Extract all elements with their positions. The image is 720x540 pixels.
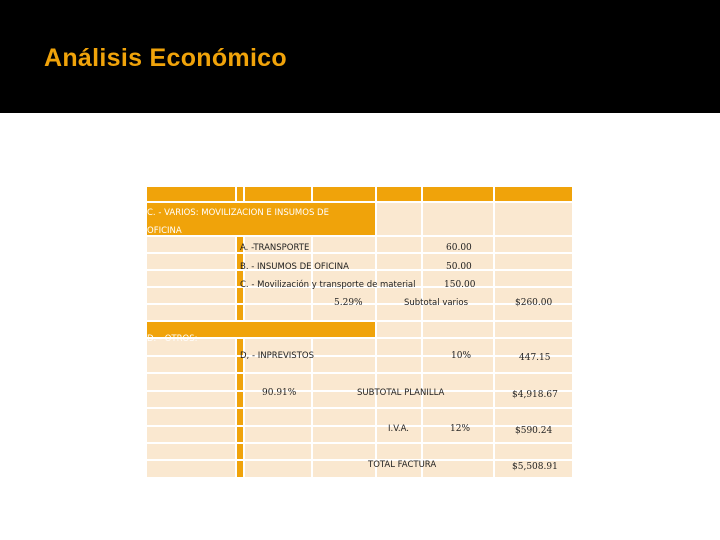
transporte-label: A. -TRANSPORTE bbox=[240, 243, 310, 253]
table-cell bbox=[377, 237, 421, 252]
table-cell bbox=[147, 254, 235, 269]
table-cell bbox=[495, 254, 572, 269]
table-cell bbox=[147, 427, 235, 442]
table-cell bbox=[147, 288, 235, 303]
table-cell bbox=[237, 427, 243, 442]
header-cell bbox=[495, 187, 572, 201]
table-cell bbox=[237, 409, 243, 425]
table-cell bbox=[423, 322, 493, 337]
table-cell bbox=[237, 392, 243, 407]
table-cell bbox=[245, 461, 311, 477]
table-cell bbox=[377, 339, 421, 355]
table-cell bbox=[495, 203, 572, 235]
table-cell bbox=[313, 427, 375, 442]
varios-percent: 5.29% bbox=[334, 298, 363, 308]
slide-header bbox=[0, 0, 720, 113]
header-cell bbox=[245, 187, 311, 201]
table-cell bbox=[495, 237, 572, 252]
table-cell bbox=[147, 271, 235, 286]
table-cell bbox=[495, 374, 572, 390]
table-cell bbox=[313, 409, 375, 425]
table-cell bbox=[245, 427, 311, 442]
total-factura-label: TOTAL FACTURA bbox=[368, 460, 437, 470]
table-cell bbox=[147, 357, 235, 372]
imprevistos-percent: 10% bbox=[451, 351, 472, 361]
table-cell bbox=[377, 409, 421, 425]
table-cell bbox=[423, 444, 493, 459]
table-cell bbox=[313, 237, 375, 252]
table-cell bbox=[147, 409, 235, 425]
table-cell bbox=[313, 444, 375, 459]
insumos-label: B. - INSUMOS DE OFICINA bbox=[240, 262, 349, 272]
table-cell bbox=[377, 357, 421, 372]
table-cell bbox=[495, 322, 572, 337]
table-cell bbox=[423, 203, 493, 235]
table-cell bbox=[313, 339, 375, 355]
table-cell bbox=[313, 461, 375, 477]
table-cell bbox=[377, 444, 421, 459]
table-cell bbox=[313, 357, 375, 372]
imprevistos-label: D, - INPREVISTOS bbox=[240, 351, 314, 361]
table-cell bbox=[495, 409, 572, 425]
header-cell bbox=[237, 187, 243, 201]
table-cell bbox=[245, 305, 311, 320]
iva-percent: 12% bbox=[450, 424, 471, 434]
section-c-label: C. - VARIOS: MOVILIZACION E INSUMOS DE bbox=[147, 208, 329, 218]
header-cell bbox=[313, 187, 375, 201]
table-cell bbox=[237, 374, 243, 390]
insumos-value: 50.00 bbox=[446, 262, 472, 272]
slide-title: Análisis Económico bbox=[44, 44, 287, 72]
table-cell bbox=[377, 203, 421, 235]
table-cell bbox=[237, 461, 243, 477]
table-cell bbox=[147, 461, 235, 477]
header-cell bbox=[147, 187, 235, 201]
imprevistos-value: 447.15 bbox=[519, 353, 551, 363]
header-cell bbox=[377, 187, 421, 201]
movilizacion-label: C. - Movilización y transporte de material bbox=[240, 280, 416, 290]
table-cell bbox=[377, 322, 421, 337]
subtotal-varios-label: Subtotal varios bbox=[404, 298, 469, 308]
table-cell bbox=[237, 305, 243, 320]
section-c-label-cont: OFICINA bbox=[147, 226, 182, 236]
subtotal-planilla-value: $4,918.67 bbox=[512, 390, 558, 400]
table-cell bbox=[147, 392, 235, 407]
table-cell bbox=[423, 409, 493, 425]
table-cell bbox=[147, 237, 235, 252]
transporte-value: 60.00 bbox=[446, 243, 472, 253]
table-cell bbox=[495, 271, 572, 286]
subtotal-planilla-label: SUBTOTAL PLANILLA bbox=[357, 388, 445, 398]
iva-label: I.V.A. bbox=[388, 424, 409, 434]
table-cell bbox=[245, 409, 311, 425]
total-factura-value: $5,508.91 bbox=[512, 462, 558, 472]
table-cell bbox=[495, 444, 572, 459]
table-cell bbox=[147, 444, 235, 459]
cost-table bbox=[146, 186, 573, 474]
table-cell bbox=[237, 444, 243, 459]
table-cell bbox=[377, 254, 421, 269]
subtotal-varios-value: $260.00 bbox=[515, 298, 553, 308]
table-cell bbox=[147, 374, 235, 390]
movilizacion-value: 150.00 bbox=[444, 280, 476, 290]
table-cell bbox=[147, 305, 235, 320]
iva-value: $590.24 bbox=[515, 426, 553, 436]
header-cell bbox=[423, 187, 493, 201]
table-cell bbox=[245, 444, 311, 459]
section-d-label: D. - OTROS: bbox=[147, 334, 198, 344]
planilla-percent: 90.91% bbox=[262, 388, 297, 398]
